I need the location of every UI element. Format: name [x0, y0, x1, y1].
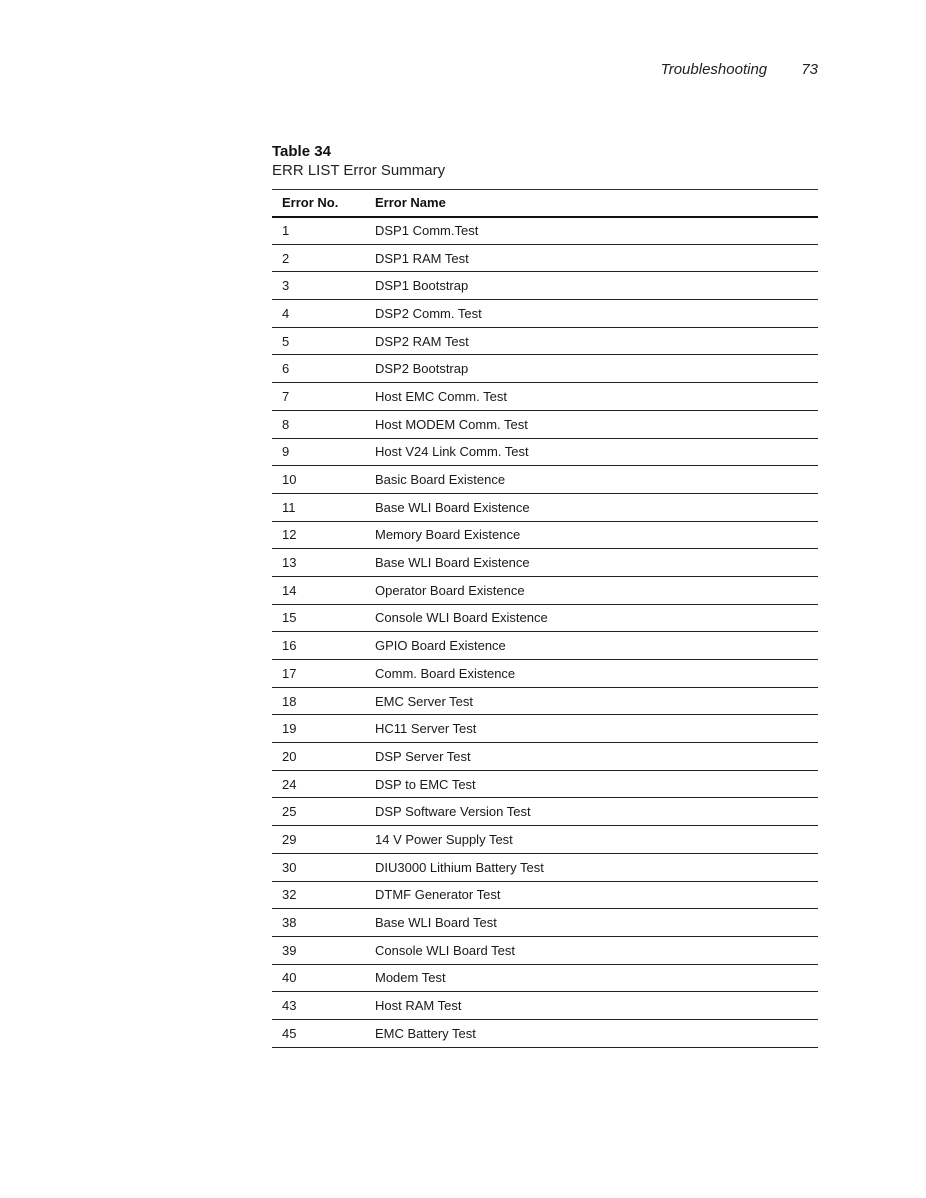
table-row: [272, 466, 818, 494]
error-number-cell: 39: [272, 936, 365, 964]
error-number-cell: 19: [272, 715, 365, 743]
table-row: [272, 909, 818, 937]
table-row: [272, 1019, 818, 1047]
table-row: [272, 410, 818, 438]
error-number-cell: 5: [272, 327, 365, 355]
error-number-cell: 4: [272, 300, 365, 328]
error-number-cell: 8: [272, 410, 365, 438]
table-row: [272, 604, 818, 632]
error-name-cell: Memory Board Existence: [365, 521, 818, 549]
error-name-cell: Host V24 Link Comm. Test: [365, 438, 818, 466]
error-name-cell: Host MODEM Comm. Test: [365, 410, 818, 438]
table-row: [272, 217, 818, 245]
table-row: [272, 300, 818, 328]
error-number-cell: 11: [272, 493, 365, 521]
error-name-cell: DSP1 Comm.Test: [365, 217, 818, 245]
error-number-cell: 24: [272, 770, 365, 798]
table-row: [272, 687, 818, 715]
table-block: [272, 142, 818, 1048]
error-number-cell: 40: [272, 964, 365, 992]
table-row: [272, 632, 818, 660]
error-name-cell: Operator Board Existence: [365, 576, 818, 604]
error-name-cell: DIU3000 Lithium Battery Test: [365, 853, 818, 881]
error-name-cell: Modem Test: [365, 964, 818, 992]
error-number-cell: 20: [272, 743, 365, 771]
error-name-cell: Base WLI Board Existence: [365, 493, 818, 521]
error-number-cell: 3: [272, 272, 365, 300]
error-number-cell: 2: [272, 244, 365, 272]
table-row: [272, 770, 818, 798]
table-row: [272, 244, 818, 272]
error-name-cell: DTMF Generator Test: [365, 881, 818, 909]
error-number-cell: 38: [272, 909, 365, 937]
error-name-cell: 14 V Power Supply Test: [365, 826, 818, 854]
table-row: [272, 826, 818, 854]
table-row: [272, 715, 818, 743]
error-name-cell: Console WLI Board Existence: [365, 604, 818, 632]
error-number-cell: 12: [272, 521, 365, 549]
error-name-cell: DSP1 Bootstrap: [365, 272, 818, 300]
error-number-cell: 45: [272, 1019, 365, 1047]
error-name-cell: Basic Board Existence: [365, 466, 818, 494]
table-row: [272, 798, 818, 826]
table-row: [272, 881, 818, 909]
error-name-cell: DSP2 Bootstrap: [365, 355, 818, 383]
error-number-cell: 1: [272, 217, 365, 245]
error-number-cell: 10: [272, 466, 365, 494]
table-row: [272, 272, 818, 300]
error-number-cell: 43: [272, 992, 365, 1020]
error-number-cell: 14: [272, 576, 365, 604]
error-number-cell: 29: [272, 826, 365, 854]
error-name-cell: Comm. Board Existence: [365, 660, 818, 688]
error-name-cell: GPIO Board Existence: [365, 632, 818, 660]
column-header-error-no: Error No.: [272, 190, 365, 217]
table-row: [272, 992, 818, 1020]
error-name-cell: Host EMC Comm. Test: [365, 383, 818, 411]
table-row: [272, 853, 818, 881]
table-header-row: [272, 190, 818, 217]
error-number-cell: 6: [272, 355, 365, 383]
table-row: [272, 549, 818, 577]
error-number-cell: 32: [272, 881, 365, 909]
table-row: [272, 964, 818, 992]
table-row: [272, 327, 818, 355]
error-number-cell: 16: [272, 632, 365, 660]
column-header-error-name: Error Name: [365, 190, 818, 217]
error-name-cell: DSP2 Comm. Test: [365, 300, 818, 328]
error-name-cell: DSP Software Version Test: [365, 798, 818, 826]
error-summary-table: [272, 189, 818, 1048]
table-row: [272, 355, 818, 383]
table-row: [272, 936, 818, 964]
error-number-cell: 17: [272, 660, 365, 688]
error-number-cell: 7: [272, 383, 365, 411]
table-row: [272, 493, 818, 521]
table-row: [272, 743, 818, 771]
error-number-cell: 30: [272, 853, 365, 881]
error-name-cell: Console WLI Board Test: [365, 936, 818, 964]
error-name-cell: DSP to EMC Test: [365, 770, 818, 798]
running-header: [661, 61, 818, 78]
error-name-cell: EMC Server Test: [365, 687, 818, 715]
table-row: [272, 438, 818, 466]
error-name-cell: HC11 Server Test: [365, 715, 818, 743]
error-number-cell: 15: [272, 604, 365, 632]
error-name-cell: EMC Battery Test: [365, 1019, 818, 1047]
page-number: 73: [801, 61, 818, 78]
error-number-cell: 25: [272, 798, 365, 826]
table-body: [272, 217, 818, 1048]
error-name-cell: Host RAM Test: [365, 992, 818, 1020]
table-row: [272, 576, 818, 604]
table-title: ERR LIST Error Summary: [272, 162, 446, 179]
error-number-cell: 13: [272, 549, 365, 577]
table-label: Table 34: [272, 143, 331, 160]
error-name-cell: DSP2 RAM Test: [365, 327, 818, 355]
header-section-title: Troubleshooting: [660, 61, 768, 78]
error-number-cell: 18: [272, 687, 365, 715]
table-row: [272, 521, 818, 549]
error-name-cell: DSP1 RAM Test: [365, 244, 818, 272]
error-number-cell: 9: [272, 438, 365, 466]
table-row: [272, 660, 818, 688]
error-name-cell: Base WLI Board Test: [365, 909, 818, 937]
error-name-cell: Base WLI Board Existence: [365, 549, 818, 577]
table-row: [272, 383, 818, 411]
error-name-cell: DSP Server Test: [365, 743, 818, 771]
